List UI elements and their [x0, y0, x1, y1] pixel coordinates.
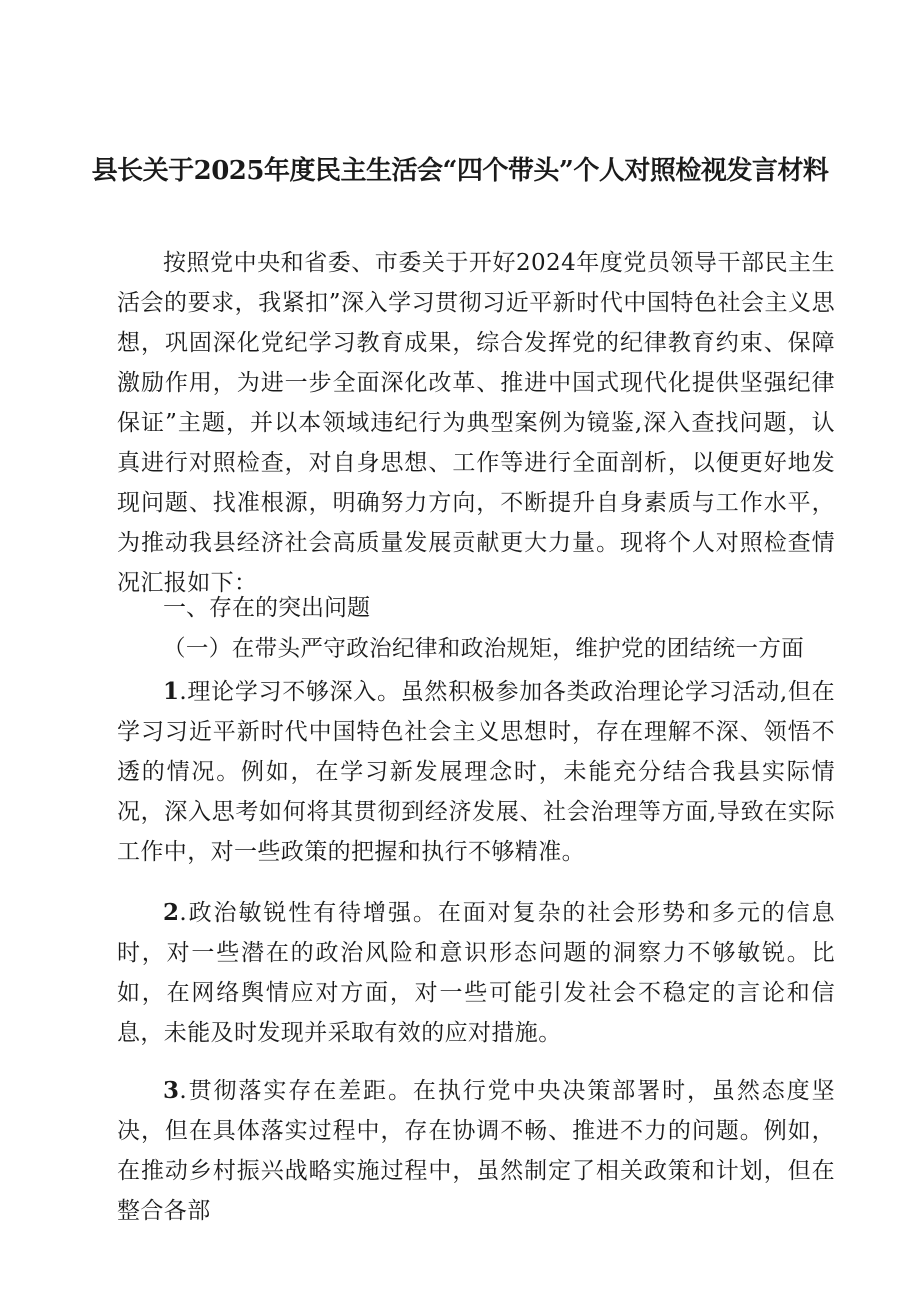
item-1-block — [117, 672, 835, 872]
intro-paragraph: 按照党中央和省委、市委关于开好2024年度党员领导干部民主生活会的要求，我紧扣”深入学习贯彻习近平新时代中国特色社会主义思想，巩固深化党纪学习教育成果，综合发挥党的纪律教育约束、保障激励作用，为进一步全面深化改革、推进中国式现代化提供坚强纪律保证”主题，并以本领域违纪行为典型案例为镜鉴,深入查找问题，认真进行对照检查，对自身思想、工作等进行全面剖析，以便更好地发现问题、找准根源，明确努力方向，不断提升自身素质与工作水平，为推动我县经济社会高质量发展贡献更大力量。现将个人对照检查情况汇报如下： — [117, 250, 835, 596]
item-2-number: 2 — [163, 899, 180, 926]
item-1-text: .理论学习不够深入。虽然积极参加各类政治理论学习活动,但在学习习近平新时代中国特色社会主义思想时，存在理解不深、领悟不透的情况。例如，在学习新发展理念时，未能充分结合我县实际情况，深入思考如何将其贯彻到经济发展、社会治理等方面,导致在实际工作中，对一些政策的把握和执行不够精准。 — [117, 679, 835, 865]
item-3-paragraph — [117, 1071, 835, 1231]
item-2-block — [117, 893, 835, 1053]
item-3-number: 3 — [163, 1077, 180, 1104]
item-3-text: .贯彻落实存在差距。在执行党中央决策部署时，虽然态度坚决，但在具体落实过程中，存在协调不畅、推进不力的问题。例如，在推动乡村振兴战略实施过程中，虽然制定了相关政策和计划，但在整合各部 — [117, 1078, 835, 1224]
item-2-paragraph — [117, 893, 835, 1053]
section-heading: 一、存在的突出问题 — [163, 595, 370, 621]
document-title: 县长关于2025年度民主生活会“四个带头”个人对照检视发言材料 — [91, 156, 829, 186]
intro-block — [117, 243, 835, 603]
item-2-text: .政治敏锐性有待增强。在面对复杂的社会形势和多元的信息时，对一些潜在的政治风险和意识形态问题的洞察力不够敏锐。比如，在网络舆情应对方面，对一些可能引发社会不稳定的言论和信息，未能及时发现并采取有效的应对措施。 — [117, 900, 835, 1046]
subsection-heading: （一）在带头严守政治纪律和政治规矩，维护党的团结统一方面 — [163, 636, 805, 662]
item-1-number: 1 — [163, 678, 180, 705]
item-1-paragraph — [117, 672, 835, 872]
item-3-block — [117, 1071, 835, 1231]
